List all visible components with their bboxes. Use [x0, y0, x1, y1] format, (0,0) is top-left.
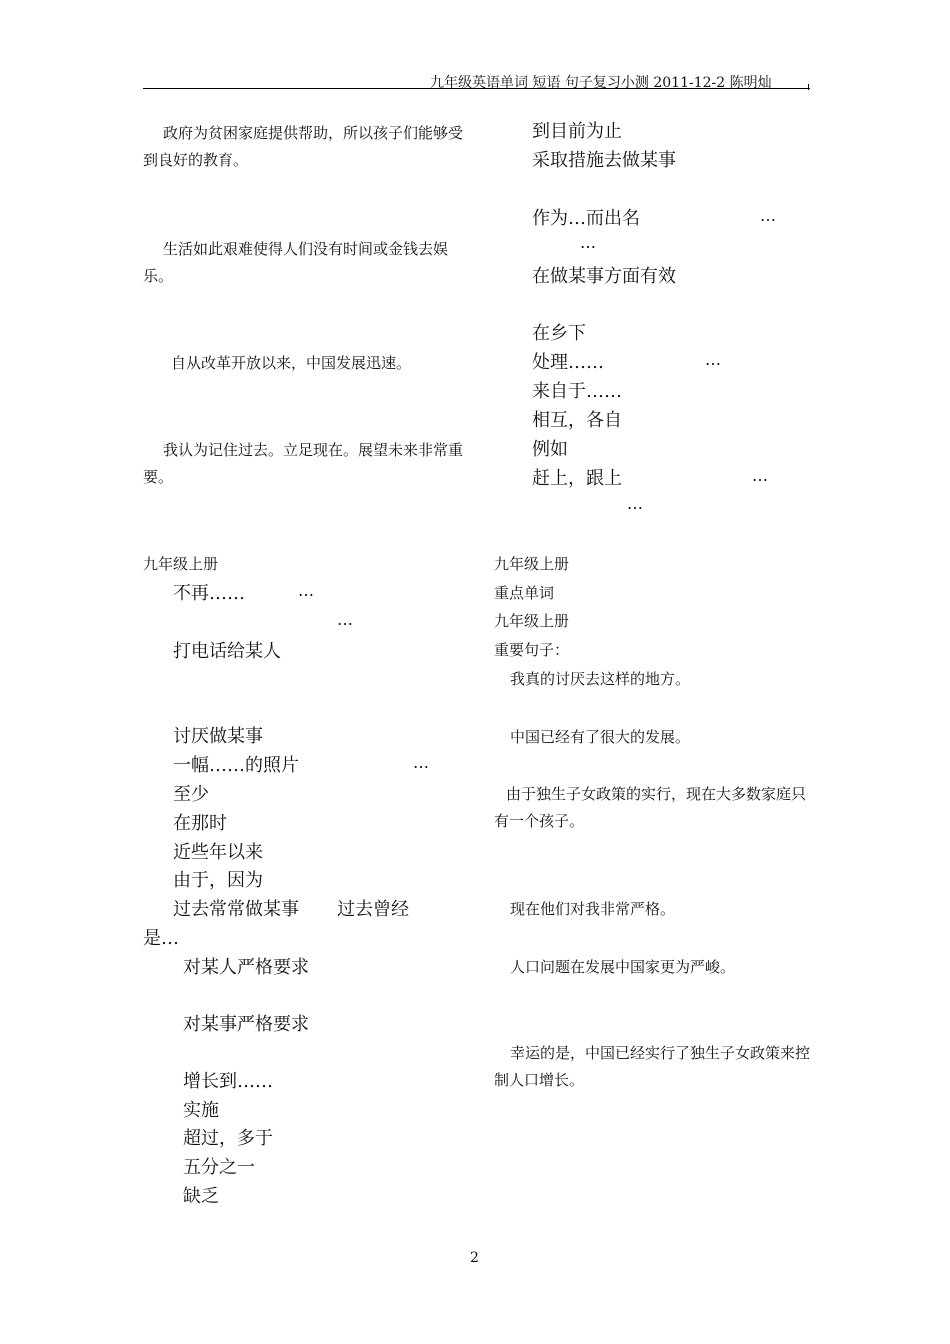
phrase-at-least: 至少	[173, 784, 209, 805]
phrase-strict-in-something: 对某事严格要求	[183, 1014, 309, 1035]
section-heading: 九年级上册	[494, 555, 570, 573]
phrase-each-other: 相互，各自	[532, 410, 622, 431]
phrase-take-measures: 采取措施去做某事	[532, 150, 676, 171]
page-number: 2	[470, 1250, 479, 1266]
key-sentence-1: 我真的讨厌去这样的地方。	[510, 670, 691, 688]
phrase-effective-in: 在做某事方面有效	[532, 266, 676, 287]
key-sentence-6: 幸运的是，中国已经实行了独生子女政策来控制人口增长。	[494, 1044, 811, 1089]
ellipsis-marker: …	[580, 233, 596, 252]
ellipsis-marker: …	[413, 753, 429, 772]
phrase-deal-with: 处理……	[532, 352, 604, 373]
phrase-photo-of: 一幅……的照片	[173, 755, 299, 776]
phrase-grow-to: 增长到……	[183, 1071, 273, 1092]
phrase-catch-up: 赶上，跟上	[532, 468, 622, 489]
phrase-used-to-be-continued: 是…	[143, 928, 179, 949]
phrase-lack-of: 缺乏	[183, 1186, 219, 1207]
phrase-such-as: 例如	[532, 439, 568, 460]
ellipsis-marker: …	[337, 610, 353, 629]
key-sentence-5: 人口问题在发展中国家更为严峻。	[510, 958, 736, 976]
phrase-hate-doing: 讨厌做某事	[173, 726, 263, 747]
section-heading: 九年级上册	[494, 612, 570, 630]
section-heading-key-sentences: 重要句子：	[494, 641, 570, 659]
header-divider	[143, 88, 810, 89]
sentence-4: 我认为记住过去。立足现在。展望未来非常重要。	[143, 441, 464, 486]
phrase-no-longer: 不再……	[173, 583, 245, 604]
phrase-because-of: 由于，因为	[173, 870, 263, 891]
ellipsis-marker: …	[760, 206, 776, 225]
phrase-carry-out: 实施	[183, 1100, 219, 1121]
key-sentence-3: 由于独生子女政策的实行，现在大多数家庭只有一个孩子。	[494, 785, 807, 830]
phrase-used-to-do: 过去常常做某事	[173, 899, 299, 920]
phrase-so-far: 到目前为止	[532, 121, 622, 142]
phrase-strict-with-someone: 对某人严格要求	[183, 957, 309, 978]
key-sentence-2: 中国已经有了很大的发展。	[510, 728, 691, 746]
ellipsis-marker: …	[705, 350, 721, 369]
phrase-one-fifth: 五分之一	[183, 1157, 255, 1178]
page-header-title: 九年级英语单词 短语 句子复习小测 2011-12-2 陈明灿	[430, 75, 772, 91]
sentence-2: 生活如此艰难使得人们没有时间或金钱去娱乐。	[143, 240, 449, 285]
phrase-call-someone: 打电话给某人	[173, 641, 281, 662]
phrase-famous-as: 作为…而出名	[532, 208, 640, 229]
header-divider-tick	[808, 84, 809, 90]
phrase-more-than: 超过，多于	[183, 1128, 273, 1149]
ellipsis-marker: …	[298, 581, 314, 600]
sentence-3: 自从改革开放以来，中国发展迅速。	[171, 354, 412, 372]
ellipsis-marker: …	[752, 466, 768, 485]
phrase-come-from: 来自于……	[532, 381, 622, 402]
phrase-at-that-time: 在那时	[173, 813, 227, 834]
sentence-1: 政府为贫困家庭提供帮助，所以孩子们能够受到良好的教育。	[143, 124, 464, 169]
key-sentence-4: 现在他们对我非常严格。	[510, 900, 676, 918]
phrase-in-recent-years: 近些年以来	[173, 842, 263, 863]
section-heading-key-words: 重点单词	[494, 584, 555, 602]
phrase-in-countryside: 在乡下	[532, 323, 586, 344]
phrase-used-to-be: 过去曾经	[337, 899, 409, 920]
ellipsis-marker: …	[627, 494, 643, 513]
section-heading: 九年级上册	[143, 555, 219, 573]
